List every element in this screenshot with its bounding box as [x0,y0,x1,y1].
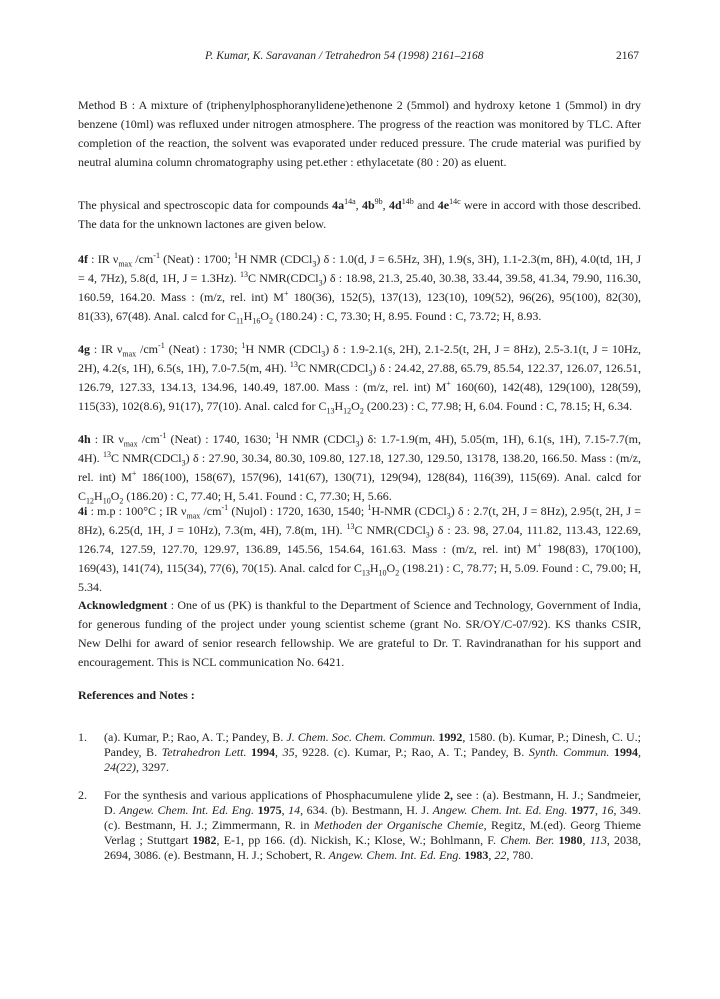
method-b-paragraph: Method B : A mixture of (triphenylphosphoranylidene)ethenone 2 (5mmol) and hydroxy ketone 1 (5mmol) in dry benzene (10ml) was refluxed under nitrogen atmosphere. The progress of the reaction was monitored by TLC. After completion of the reaction, the solvent was evaporated under reduced pressure. The crude material was purified by neutral alumina column chromatography using pet.ether : ethylacetate (80 : 20) as eluent. [78,98,641,169]
running-title: P. Kumar, K. Saravanan / Tetrahedron 54 (1998) 2161–2168 [205,50,484,62]
acknowledgment-heading: Acknowledgment [78,598,168,612]
compound-4h-data: 4h : IR $\nu_{max}$ $/cm^{-1}$ (Neat) : 1740, 1630; $^1$H NMR (CDCl$_3$) δ: 1.7-1.9(m, 4H), 5.05(m, 1H), 6.1(s, 1H), 7.15-7.7(m, 4H). $^{13}$C NMR(CDCl$_3$) δ : 27.90, 30.34, 80.30, 109.80, 127.18, 127.30, 129.50, 13178, 138.20, 166.50. Mass : (m/z, rel. int) M+ 186(100), 158(67), 157(96), 141(67), 130(71), 129(94), 128(84), 116(39), 115(69). Anal. calcd for $C_{12}H_{10}O_2$ (186.20) : C, 77.40; H, 5.41. Found : C, 77.30; H, 5.66. [78,431,642,506]
compound-4f-data: 4f : IR $\nu_{max}$ $/cm^{-1}$ (Neat) : 1700; $^1$H NMR (CDCl$_3$) δ : 1.0(d, J = 6.5Hz, 3H), 1.9(s, 3H), 1.1-2.3(m, 8H), 4.0(td, 1H, J = 4, 7Hz), 5.8(d, 1H, J = 1.3Hz). $^{13}$C NMR(CDCl$_3$) δ : 18.98, 21.3, 25.40, 30.38, 33.44, 39.58, 41.34, 79.90, 116.30, 160.59, 164.20. Mass : (m/z, rel. int) M+ 180(36), 152(5), 137(13), 123(10), 109(52), 96(26), 95(100), 82(30), 81(33), 67(48). Anal. calcd for $C_{11}H_{16}O_2$ (180.24) : C, 73.30; H, 8.95. Found : C, 73.72; H, 8.93. [78,251,642,326]
acknowledgment-paragraph: Acknowledgment : One of us (PK) is thankful to the Department of Science and Technology, Government of India, for generous funding of the project under young scientist scheme (grant No. SR/OY/C-07/92). KS thanks CSIR, New Delhi for award of senior research fellowship. We are grateful to Dr. T. Ravindranathan for his support and encouragement. This is NCL communication No. 6421. [78,598,641,669]
physical-data-paragraph: The physical and spectroscopic data for compounds $4a^{14a}$, $4b^{9b}$, $4d^{14b}$ and $4e^{14c}$ were in accord with those described. The data for the unknown lactones are given below. [78,197,642,231]
compound-4i-data: 4i : m.p : 100°C ; IR $\nu_{max}$ $/cm^{-1}$ (Nujol) : 1720, 1630, 1540; $^1$H-NMR (CDCl$_3$) δ : 2.7(t, 2H, J = 8Hz), 2.95(t, 2H, J = 8Hz), 6.25(d, 1H, J = 10Hz), 7.3(m, 4H), 7.8(m, 1H). $^{13}$C NMR(CDCl$_3$) δ : 23. 98, 27.04, 111.82, 113.43, 122.69, 126.74, 127.59, 127.70, 129.97, 136.89, 145.56, 154.64, 161.63. Mass : (m/z, rel. int) M+ 198(83), 170(100), 169(43), 141(74), 115(34), 77(6), 70(15). Anal. calcd for $C_{13}H_{10}O_2$ (198.21) : C, 78.77; H, 5.09. Found : C, 79.00; H, 5.34. [78,503,642,594]
reference-1: 1. (a). Kumar, P.; Rao, A. T.; Pandey, B. J. Chem. Soc. Chem. Commun. 1992, 1580. (b). Kumar, P.; Dinesh, C. U.; Pandey, B. Tetrahedron Lett. 1994, 35, 9228. (c). Kumar, P.; Rao, A. T.; Pandey, B. Synth. Commun. 1994, 24(22), 3297. [78,730,642,774]
compound-4g-data: 4g : IR $\nu_{max}$ $/cm^{-1}$ (Neat) : 1730; $^1$H NMR (CDCl$_3$) δ : 1.9-2.1(s, 2H), 2.1-2.5(t, 2H, J = 8Hz), 2.5-3.1(t, J = 10Hz, 2H), 4.2(s, 1H), 6.5(s, 1H), 7.0-7.5(m, 4H). $^{13}$C NMR(CDCl$_3$) δ : 24.42, 27.88, 65.79, 85.54, 122.37, 126.07, 126.51, 126.79, 127.33, 134.13, 134.96, 140.49, 187.00. Mass : (m/z, rel. int) M+ 160(60), 142(48), 129(100), 128(59), 115(33), 102(8.6), 91(17), 77(10). Anal. calcd for $C_{13}H_{12}O_2$ (200.23) : C, 77.98; H, 6.04. Found : C, 78.15; H, 6.34. [78,341,642,416]
reference-2: 2. For the synthesis and various applications of Phosphacumulene ylide 2, see : (a). Bestmann, H. J.; Sandmeier, D. Angew. Chem. Int. Ed. Eng. 1975, 14, 634. (b). Bestmann, H. J. Angew. Chem. Int. Ed. Eng. 1977, 16, 349. (c). Bestmann, H. J.; Zimmermann, R. in Methoden der Organische Chemie, Regitz, M.(ed). Georg Thieme Verlag ; Stuttgart 1982, E-1, pp 166. (d). Nickish, K.; Klose, W.; Bohlmann, F. Chem. Ber. 1980, 113, 2038, 2694, 3086. (e). Bestmann, H. J.; Schobert, R. Angew. Chem. Int. Ed. Eng. 1983, 22, 780. [78,788,642,862]
page-number: 2167 [616,50,639,62]
references-heading: References and Notes : [78,688,195,702]
